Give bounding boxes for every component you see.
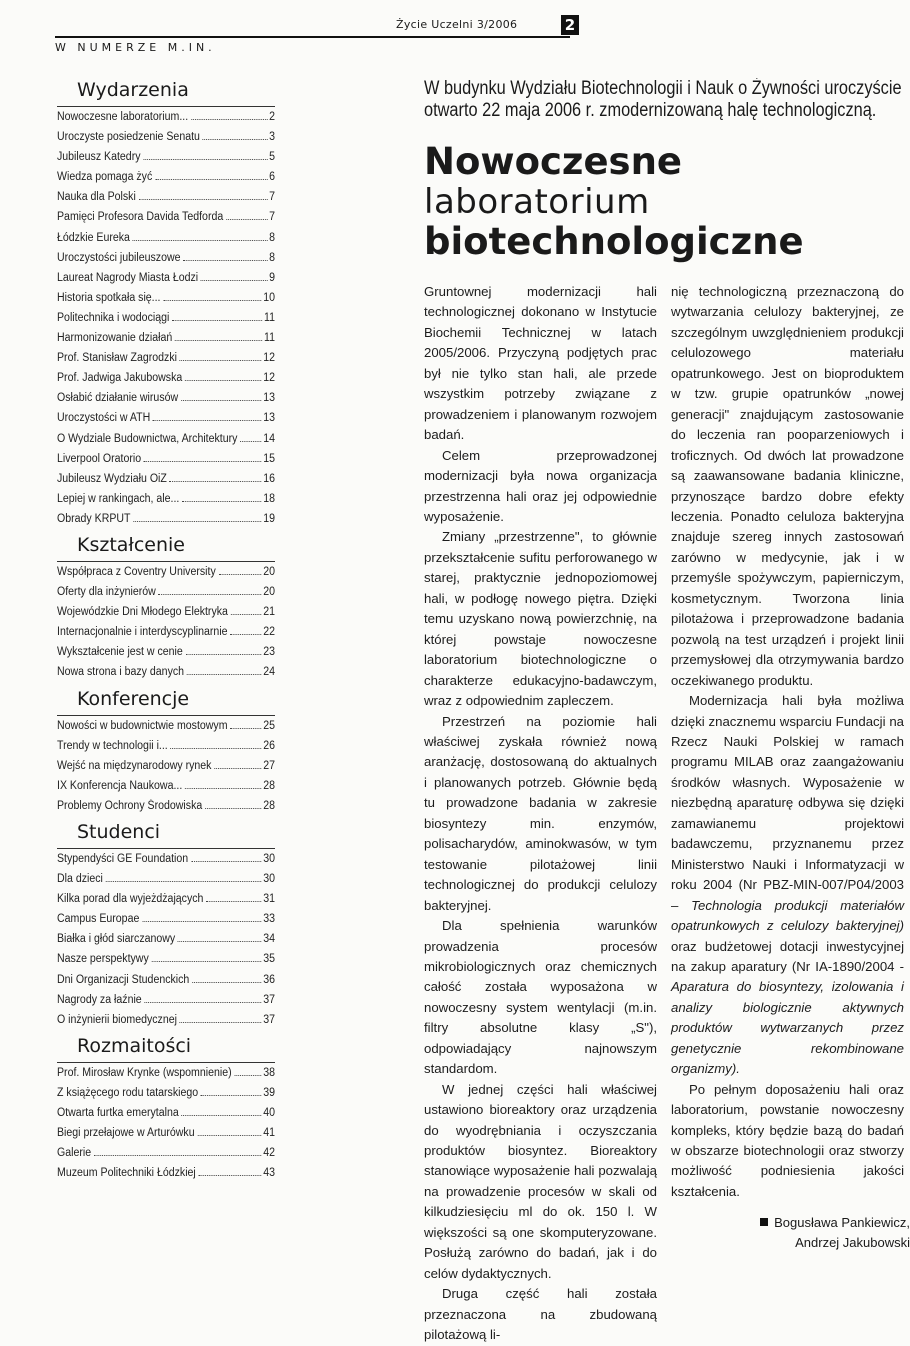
toc-entry-page: 19 bbox=[263, 512, 276, 525]
toc-entry[interactable] bbox=[57, 1127, 275, 1147]
toc-section bbox=[57, 78, 275, 533]
toc-entry-page: 20 bbox=[263, 586, 276, 599]
toc-leader-dots bbox=[183, 260, 267, 261]
toc-entry-title: Osłabić działanie wirusów bbox=[57, 392, 179, 405]
toc-section-title: Studenci bbox=[77, 821, 161, 843]
toc-entry-title: Uroczystości jubileuszowe bbox=[57, 251, 181, 264]
toc-entry[interactable] bbox=[57, 332, 275, 352]
toc-leader-dots bbox=[201, 280, 267, 281]
toc-entry-page: 26 bbox=[263, 739, 276, 752]
toc-leader-dots bbox=[219, 574, 262, 575]
toc-entry-page: 13 bbox=[263, 392, 276, 405]
toc-entry[interactable] bbox=[57, 292, 275, 312]
toc-entry-page: 28 bbox=[263, 799, 276, 812]
toc-leader-dots bbox=[226, 219, 267, 220]
toc-entry-title: Laureat Nagrody Miasta Łodzi bbox=[57, 271, 199, 284]
toc-entry-title: Wojewódzkie Dni Młodego Elektryka bbox=[57, 606, 228, 619]
toc-leader-dots bbox=[187, 674, 262, 675]
author-line bbox=[720, 1213, 910, 1233]
toc-entry[interactable] bbox=[57, 272, 275, 292]
toc-leader-dots bbox=[106, 881, 262, 882]
article-paragraph: Celem przeprowadzonej modernizacji była nowa organizacja przestrzenna hali oraz jej odpowiednie wyposażenie. bbox=[424, 447, 657, 524]
toc-leader-dots bbox=[199, 1175, 262, 1176]
toc-entry-page: 16 bbox=[263, 472, 276, 485]
toc-leader-dots bbox=[159, 594, 262, 595]
toc-entry[interactable] bbox=[57, 626, 275, 646]
toc-leader-dots bbox=[240, 441, 261, 442]
toc-entry-title: O Wydziale Budownictwa, Architektury bbox=[57, 432, 238, 445]
toc-entry-title: Lepiej w rankingach, ale... bbox=[57, 492, 180, 505]
toc-entry-title: Biegi przełajowe w Arturówku bbox=[57, 1127, 195, 1140]
toc-leader-dots bbox=[185, 654, 261, 655]
toc-entry-title: Pamięci Profesora Davida Tedforda bbox=[57, 211, 224, 224]
toc-leader-dots bbox=[153, 420, 261, 421]
toc-section-title: Konferencje bbox=[77, 687, 190, 710]
toc-label: W NUMERZE M.IN. bbox=[55, 41, 216, 54]
toc-leader-dots bbox=[191, 119, 267, 120]
toc-entry-page: 34 bbox=[263, 933, 276, 946]
toc-entry-title: Politechnika i wodociągi bbox=[57, 311, 170, 324]
article-lead: W budynku Wydziału Biotechnologii i Nauk o Żywności uroczyście otwarto 22 maja 2006 r. zmodernizowaną halę technologiczną. bbox=[424, 78, 902, 121]
toc-entry-title: Łódzkie Eureka bbox=[57, 231, 130, 244]
toc-entry-page: 8 bbox=[269, 251, 276, 264]
paragraph-italic: Aparatura do biosyntezy, izolowania i analizy biologicznie aktywnych produktów wytwarzanych przez genetycznie rekombinowane organizmy). bbox=[671, 979, 904, 1077]
toc-leader-dots bbox=[230, 728, 261, 729]
article-paragraph: nię technologiczną przeznaczoną do wytwarzania celulozy bakteryjnej, ze szczególnym uwzględnieniem produkcji celulozowego materiału opatrunkowego. Jest on bioproduktem w tzw. grupie opatrunków „nowej generacji" znajdującym zastosowanie do leczenia ran pooparzeniowych i troficznych. Od dwóch lat prowadzone są zaawansowane badania kliniczne, przynoszące bardzo dobre efekty leczenia. Ponadto celuloza bakteryjna znajduje szereg innych zastosowań zarówno w medycynie, jak i w przemyśle spożywczym, papierniczym, kosmetycznym. Tworzona linia pilotażowa i przeprowadzone badania pozwolą na test urządzeń i projekt linii przemysłowej dla otrzymywania bardzo oczekiwanego produktu. bbox=[671, 284, 904, 688]
toc-entry[interactable] bbox=[57, 1014, 275, 1034]
toc-leader-dots bbox=[206, 901, 261, 902]
article-paragraph bbox=[671, 691, 904, 1080]
toc-entry-title: Obrady KRPUT bbox=[57, 512, 131, 525]
toc-leader-dots bbox=[185, 380, 261, 381]
toc-entry[interactable] bbox=[57, 352, 275, 372]
toc-entry-page: 18 bbox=[263, 492, 276, 505]
toc-leader-dots bbox=[231, 614, 262, 615]
toc-entry-page: 33 bbox=[263, 913, 276, 926]
toc-entry[interactable] bbox=[57, 994, 275, 1014]
article-paragraph: Druga część hali została przeznaczona na zbudowaną pilotażową li- bbox=[424, 1286, 657, 1343]
toc-leader-dots bbox=[171, 748, 262, 749]
toc-leader-dots bbox=[205, 808, 261, 809]
toc-entry-page: 12 bbox=[263, 352, 276, 365]
header-rule bbox=[55, 36, 570, 38]
toc-entry[interactable] bbox=[57, 453, 275, 473]
toc-entry-title: Galerie bbox=[57, 1147, 92, 1160]
toc-entry-title: Białka i głód siarczanowy bbox=[57, 933, 176, 946]
toc-entry[interactable] bbox=[57, 1167, 275, 1187]
toc-leader-dots bbox=[201, 1095, 262, 1096]
toc-section bbox=[57, 533, 275, 687]
article-column-left bbox=[424, 282, 657, 1346]
article-paragraph: Dla spełnienia warunków prowadzenia procesów mikrobiologicznych oraz chemicznych całość została wyposażona w nowoczesny system wentylacji (m.in. filtry absolutne klasy „S"), odpowiadający najnowszym standardom. bbox=[424, 918, 657, 1077]
toc-entry-page: 24 bbox=[263, 666, 276, 679]
toc-entry-page: 23 bbox=[263, 646, 276, 659]
toc-leader-dots bbox=[133, 521, 261, 522]
toc-entry-title: Współpraca z Coventry University bbox=[57, 565, 216, 578]
headline-line-3: biotechnologiczne bbox=[424, 220, 804, 263]
toc-leader-dots bbox=[144, 1002, 261, 1003]
toc-entry-page: 28 bbox=[263, 779, 276, 792]
toc-entry-page: 40 bbox=[263, 1107, 276, 1120]
toc-entry-title: Problemy Ochrony Środowiska bbox=[57, 799, 203, 812]
author-name: Andrzej Jakubowski bbox=[795, 1235, 910, 1250]
toc-entry-page: 14 bbox=[263, 432, 276, 445]
toc-entry-title: Nagrody za łaźnie bbox=[57, 993, 142, 1006]
toc-leader-dots bbox=[143, 159, 267, 160]
toc-entry-title: Uroczystości w ATH bbox=[57, 412, 151, 425]
toc-entry-page: 2 bbox=[269, 111, 276, 123]
toc-leader-dots bbox=[180, 360, 262, 361]
toc-entry-page: 30 bbox=[263, 873, 276, 886]
toc-entry[interactable] bbox=[57, 473, 275, 493]
toc-entry[interactable] bbox=[57, 493, 275, 513]
article-paragraph: Po pełnym doposażeniu hali oraz laboratorium, powstanie nowoczesny kompleks, który będzie bazą do badań w obszarze biotechnologii oraz stworzy możliwość podniesienia jakości kształcenia. bbox=[671, 1081, 904, 1199]
paragraph-text: Modernizacja hali była możliwa dzięki znacznemu wsparciu Fundacji na Rzecz Nauki Polskiej w ramach programu MILAB oraz zaangażowaniu środków własnych. Wyposażenie w niezbędną aparaturę odbywa się dzięki zamawianemu projektowi badawczemu, przyznanemu przez Ministerstwo Nauki i Informatyzacji w roku 2004 (Nr PBZ-MIN-007/P04/2003 – bbox=[671, 693, 904, 913]
toc-leader-dots bbox=[144, 461, 262, 462]
toc-entry-title: Jubileusz Wydziału OiZ bbox=[57, 472, 167, 485]
toc-entry[interactable] bbox=[57, 566, 275, 586]
toc-entry-title: Nowoczesne laboratorium... bbox=[57, 111, 189, 123]
toc-entry[interactable] bbox=[57, 913, 275, 933]
toc-leader-dots bbox=[191, 861, 262, 862]
article-paragraph: Przestrzeń na poziomie hali właściwej zyskała również nową aranżację, dostosowaną do aktualnych i planowanych potrzeb. Głównie będą tu prowadzone badania w zakresie biosyntezy min. enzymów, polisacharydów, aminokwasów, w tym testowanie pilotażowej linii technologicznej do produkcji celulozy bakteryjnej. bbox=[424, 713, 657, 913]
toc-entry-page: 38 bbox=[263, 1066, 276, 1079]
toc-entry[interactable] bbox=[57, 412, 275, 432]
toc-entry-page: 39 bbox=[263, 1086, 276, 1099]
toc-leader-dots bbox=[197, 1135, 261, 1136]
toc-section-title: Rozmaitości bbox=[77, 1034, 192, 1057]
toc-entry[interactable] bbox=[57, 666, 275, 686]
toc-entry-page: 11 bbox=[264, 332, 276, 345]
toc-entry-title: IX Konferencja Naukowa... bbox=[57, 779, 183, 792]
toc-entry-page: 7 bbox=[269, 191, 276, 204]
toc-entry-page: 6 bbox=[269, 171, 276, 184]
toc-leader-dots bbox=[181, 1115, 261, 1116]
toc-leader-dots bbox=[178, 941, 261, 942]
toc-entry[interactable] bbox=[57, 111, 275, 131]
toc-leader-dots bbox=[181, 400, 262, 401]
toc-leader-dots bbox=[214, 768, 261, 769]
toc-entry[interactable] bbox=[57, 720, 275, 740]
article-paragraph: W jednej części hali właściwej ustawiono bioreaktory oraz urządzenia do wyodrębniania i oczyszczania produktów biosyntez. Bioreaktory stanowiące wyposażenie hali pozwalają na prowadzenie procesów w skali od kilkudziesięciu ml do ok. 150 l. W większości są one skomputeryzowane. Posłużą zarówno do badań, jak i do celów dydaktycznych. bbox=[424, 1081, 657, 1281]
toc-entry[interactable] bbox=[57, 131, 275, 151]
toc-entry-page: 12 bbox=[263, 372, 276, 385]
toc-entry[interactable] bbox=[57, 893, 275, 913]
toc-entry-title: Stypendyści GE Foundation bbox=[57, 853, 189, 865]
toc-entry-title: Trendy w technologii i... bbox=[57, 739, 168, 752]
author-name: Bogusława Pankiewicz, bbox=[774, 1215, 910, 1230]
toc-entry-page: 10 bbox=[263, 291, 276, 304]
toc-entry-title: Harmonizowanie działań bbox=[57, 332, 173, 345]
toc-entry-page: 15 bbox=[263, 452, 276, 465]
toc-entry-title: Wejść na międzynarodowy rynek bbox=[57, 759, 212, 772]
toc-leader-dots bbox=[182, 501, 261, 502]
toc-entry-title: Wykształcenie jest w cenie bbox=[57, 646, 183, 659]
toc-entry[interactable] bbox=[57, 232, 275, 252]
toc-entry-title: Wiedza pomaga żyć bbox=[57, 171, 153, 184]
toc-entry-page: 21 bbox=[263, 606, 276, 619]
toc-entry[interactable] bbox=[57, 780, 275, 800]
toc-entry-page: 41 bbox=[263, 1127, 276, 1140]
square-bullet-icon bbox=[760, 1218, 768, 1226]
toc-entry-title: Jubileusz Katedry bbox=[57, 151, 141, 164]
toc-entry[interactable] bbox=[57, 1107, 275, 1127]
article-paragraph: Gruntownej modernizacji hali technologicznej dokonano w Instytucie Biochemii Technicznej w latach 2005/2006. Przyczyną podjętych prac był nie tylko stan hali, ale przede wszystkim potrzeby związane z prowadzeniem i planowanym rozwojem badań. bbox=[424, 284, 657, 443]
toc-entry[interactable] bbox=[57, 873, 275, 893]
toc-entry-page: 3 bbox=[269, 131, 276, 144]
toc-entry-page: 36 bbox=[263, 973, 276, 986]
toc-section-title: Kształcenie bbox=[77, 533, 185, 556]
toc-entry-title: Liverpool Oratorio bbox=[57, 452, 142, 465]
toc-entry-title: Muzeum Politechniki Łódzkiej bbox=[57, 1167, 196, 1180]
toc-entry[interactable] bbox=[57, 392, 275, 412]
toc-leader-dots bbox=[170, 481, 262, 482]
toc-leader-dots bbox=[234, 1075, 261, 1076]
toc-entry[interactable] bbox=[57, 1087, 275, 1107]
toc-entry-title: Historia spotkała się... bbox=[57, 291, 161, 304]
table-of-contents bbox=[57, 78, 275, 1187]
article-paragraph: Zmiany „przestrzenne", to głównie przekształcenie sufitu perforowanego w starej, praktycznie jednopoziomowej hali, w podłogę nowego piętra. Dzięki temu uzyskano nową powierzchnię, na której powstaje nowoczesne laboratorium biotechnologiczne o charakterze edukacyjno-badawczym, wraz z odpowiednim zapleczem. bbox=[424, 529, 657, 709]
toc-entry-page: 20 bbox=[263, 565, 276, 578]
toc-entry-page: 11 bbox=[264, 311, 276, 324]
toc-leader-dots bbox=[180, 1022, 262, 1023]
toc-entry-page: 13 bbox=[263, 412, 276, 425]
toc-leader-dots bbox=[230, 634, 261, 635]
headline-line-1: Nowoczesne bbox=[424, 140, 683, 183]
running-header: Życie Uczelni 3/2006 bbox=[396, 18, 518, 31]
toc-leader-dots bbox=[139, 199, 268, 200]
toc-section bbox=[57, 820, 275, 1034]
toc-rule bbox=[57, 848, 275, 849]
toc-entry-page: 27 bbox=[263, 759, 276, 772]
toc-entry[interactable] bbox=[57, 191, 275, 211]
toc-entry[interactable] bbox=[57, 171, 275, 191]
author-line bbox=[720, 1233, 910, 1253]
toc-entry[interactable] bbox=[57, 1147, 275, 1167]
toc-section-title: Wydarzenia bbox=[77, 79, 189, 101]
toc-entry[interactable] bbox=[57, 513, 275, 533]
toc-entry[interactable] bbox=[57, 740, 275, 760]
toc-leader-dots bbox=[142, 921, 261, 922]
toc-entry-page: 7 bbox=[269, 211, 276, 224]
toc-entry-page: 8 bbox=[269, 231, 276, 244]
toc-entry-title: Nowa strona i bazy danych bbox=[57, 666, 185, 679]
toc-entry-title: Prof. Stanisław Zagrodzki bbox=[57, 352, 177, 365]
toc-entry-page: 5 bbox=[269, 151, 276, 164]
toc-rule bbox=[57, 106, 275, 107]
toc-entry-title: Dni Organizacji Studenckich bbox=[57, 973, 190, 986]
toc-leader-dots bbox=[172, 320, 262, 321]
toc-entry-title: Prof. Jadwiga Jakubowska bbox=[57, 372, 183, 385]
toc-leader-dots bbox=[203, 139, 268, 140]
toc-entry-title: Otwarta furtka emerytalna bbox=[57, 1107, 179, 1120]
toc-entry[interactable] bbox=[57, 760, 275, 780]
toc-entry[interactable] bbox=[57, 933, 275, 953]
toc-entry-page: 9 bbox=[269, 271, 276, 284]
toc-entry[interactable] bbox=[57, 853, 275, 873]
article-column-right bbox=[671, 282, 904, 1202]
toc-entry[interactable] bbox=[57, 433, 275, 453]
toc-rule bbox=[57, 715, 275, 716]
toc-entry-title: Campus Europae bbox=[57, 913, 140, 926]
toc-leader-dots bbox=[152, 961, 262, 962]
toc-entry-title: Uroczyste posiedzenie Senatu bbox=[57, 131, 200, 144]
toc-entry-title: Nasze perspektywy bbox=[57, 953, 149, 966]
toc-leader-dots bbox=[175, 340, 262, 341]
toc-entry-page: 42 bbox=[263, 1147, 276, 1160]
toc-entry-title: Prof. Mirosław Krynke (wspomnienie) bbox=[57, 1066, 232, 1079]
toc-entry-title: Internacjonalnie i interdyscyplinarnie bbox=[57, 626, 228, 639]
article-authors bbox=[720, 1213, 910, 1253]
toc-entry[interactable] bbox=[57, 372, 275, 392]
paragraph-italic: Technologia produkcji materiałów opatrunkowych z celulozy bakteryjnej) bbox=[671, 897, 904, 934]
toc-entry-title: Nauka dla Polski bbox=[57, 191, 136, 204]
toc-leader-dots bbox=[94, 1155, 262, 1156]
toc-entry[interactable] bbox=[57, 800, 275, 820]
toc-leader-dots bbox=[185, 788, 261, 789]
toc-entry-title: Kilka porad dla wyjeżdżających bbox=[57, 893, 204, 906]
headline-line-2: laboratorium bbox=[424, 182, 650, 222]
toc-entry[interactable] bbox=[57, 151, 275, 171]
toc-leader-dots bbox=[163, 300, 261, 301]
toc-entry[interactable] bbox=[57, 312, 275, 332]
toc-entry-title: Z książęcego rodu tatarskiego bbox=[57, 1086, 199, 1099]
toc-entry[interactable] bbox=[57, 646, 275, 666]
toc-section bbox=[57, 687, 275, 820]
toc-entry-page: 37 bbox=[263, 1013, 276, 1026]
toc-entry-page: 37 bbox=[263, 993, 276, 1006]
toc-entry-page: 22 bbox=[263, 626, 276, 639]
toc-leader-dots bbox=[192, 982, 261, 983]
paragraph-text: oraz budżetowej dotacji inwestycyjnej na zakup aparatury (Nr IA-1890/2004 - bbox=[671, 938, 904, 974]
toc-entry-title: Oferty dla inżynierów bbox=[57, 586, 156, 599]
toc-entry-title: O inżynierii biomedycznej bbox=[57, 1013, 177, 1026]
page-number: 2 bbox=[561, 15, 579, 35]
toc-rule bbox=[57, 1062, 275, 1063]
toc-entry[interactable] bbox=[57, 586, 275, 606]
toc-leader-dots bbox=[155, 179, 267, 180]
toc-leader-dots bbox=[133, 240, 268, 241]
toc-entry-page: 30 bbox=[263, 853, 276, 865]
toc-entry[interactable] bbox=[57, 953, 275, 973]
toc-entry-title: Nowości w budownictwie mostowym bbox=[57, 719, 228, 732]
toc-section bbox=[57, 1034, 275, 1188]
toc-entry-page: 43 bbox=[263, 1167, 276, 1180]
toc-entry[interactable] bbox=[57, 252, 275, 272]
article-headline bbox=[424, 142, 804, 262]
toc-entry-page: 35 bbox=[263, 953, 276, 966]
toc-entry-page: 31 bbox=[263, 893, 276, 906]
toc-entry-title: Dla dzieci bbox=[57, 873, 103, 886]
toc-entry[interactable] bbox=[57, 1067, 275, 1087]
toc-entry-page: 25 bbox=[263, 719, 276, 732]
toc-entry[interactable] bbox=[57, 211, 275, 231]
toc-entry[interactable] bbox=[57, 974, 275, 994]
toc-entry[interactable] bbox=[57, 606, 275, 626]
toc-rule bbox=[57, 561, 275, 562]
